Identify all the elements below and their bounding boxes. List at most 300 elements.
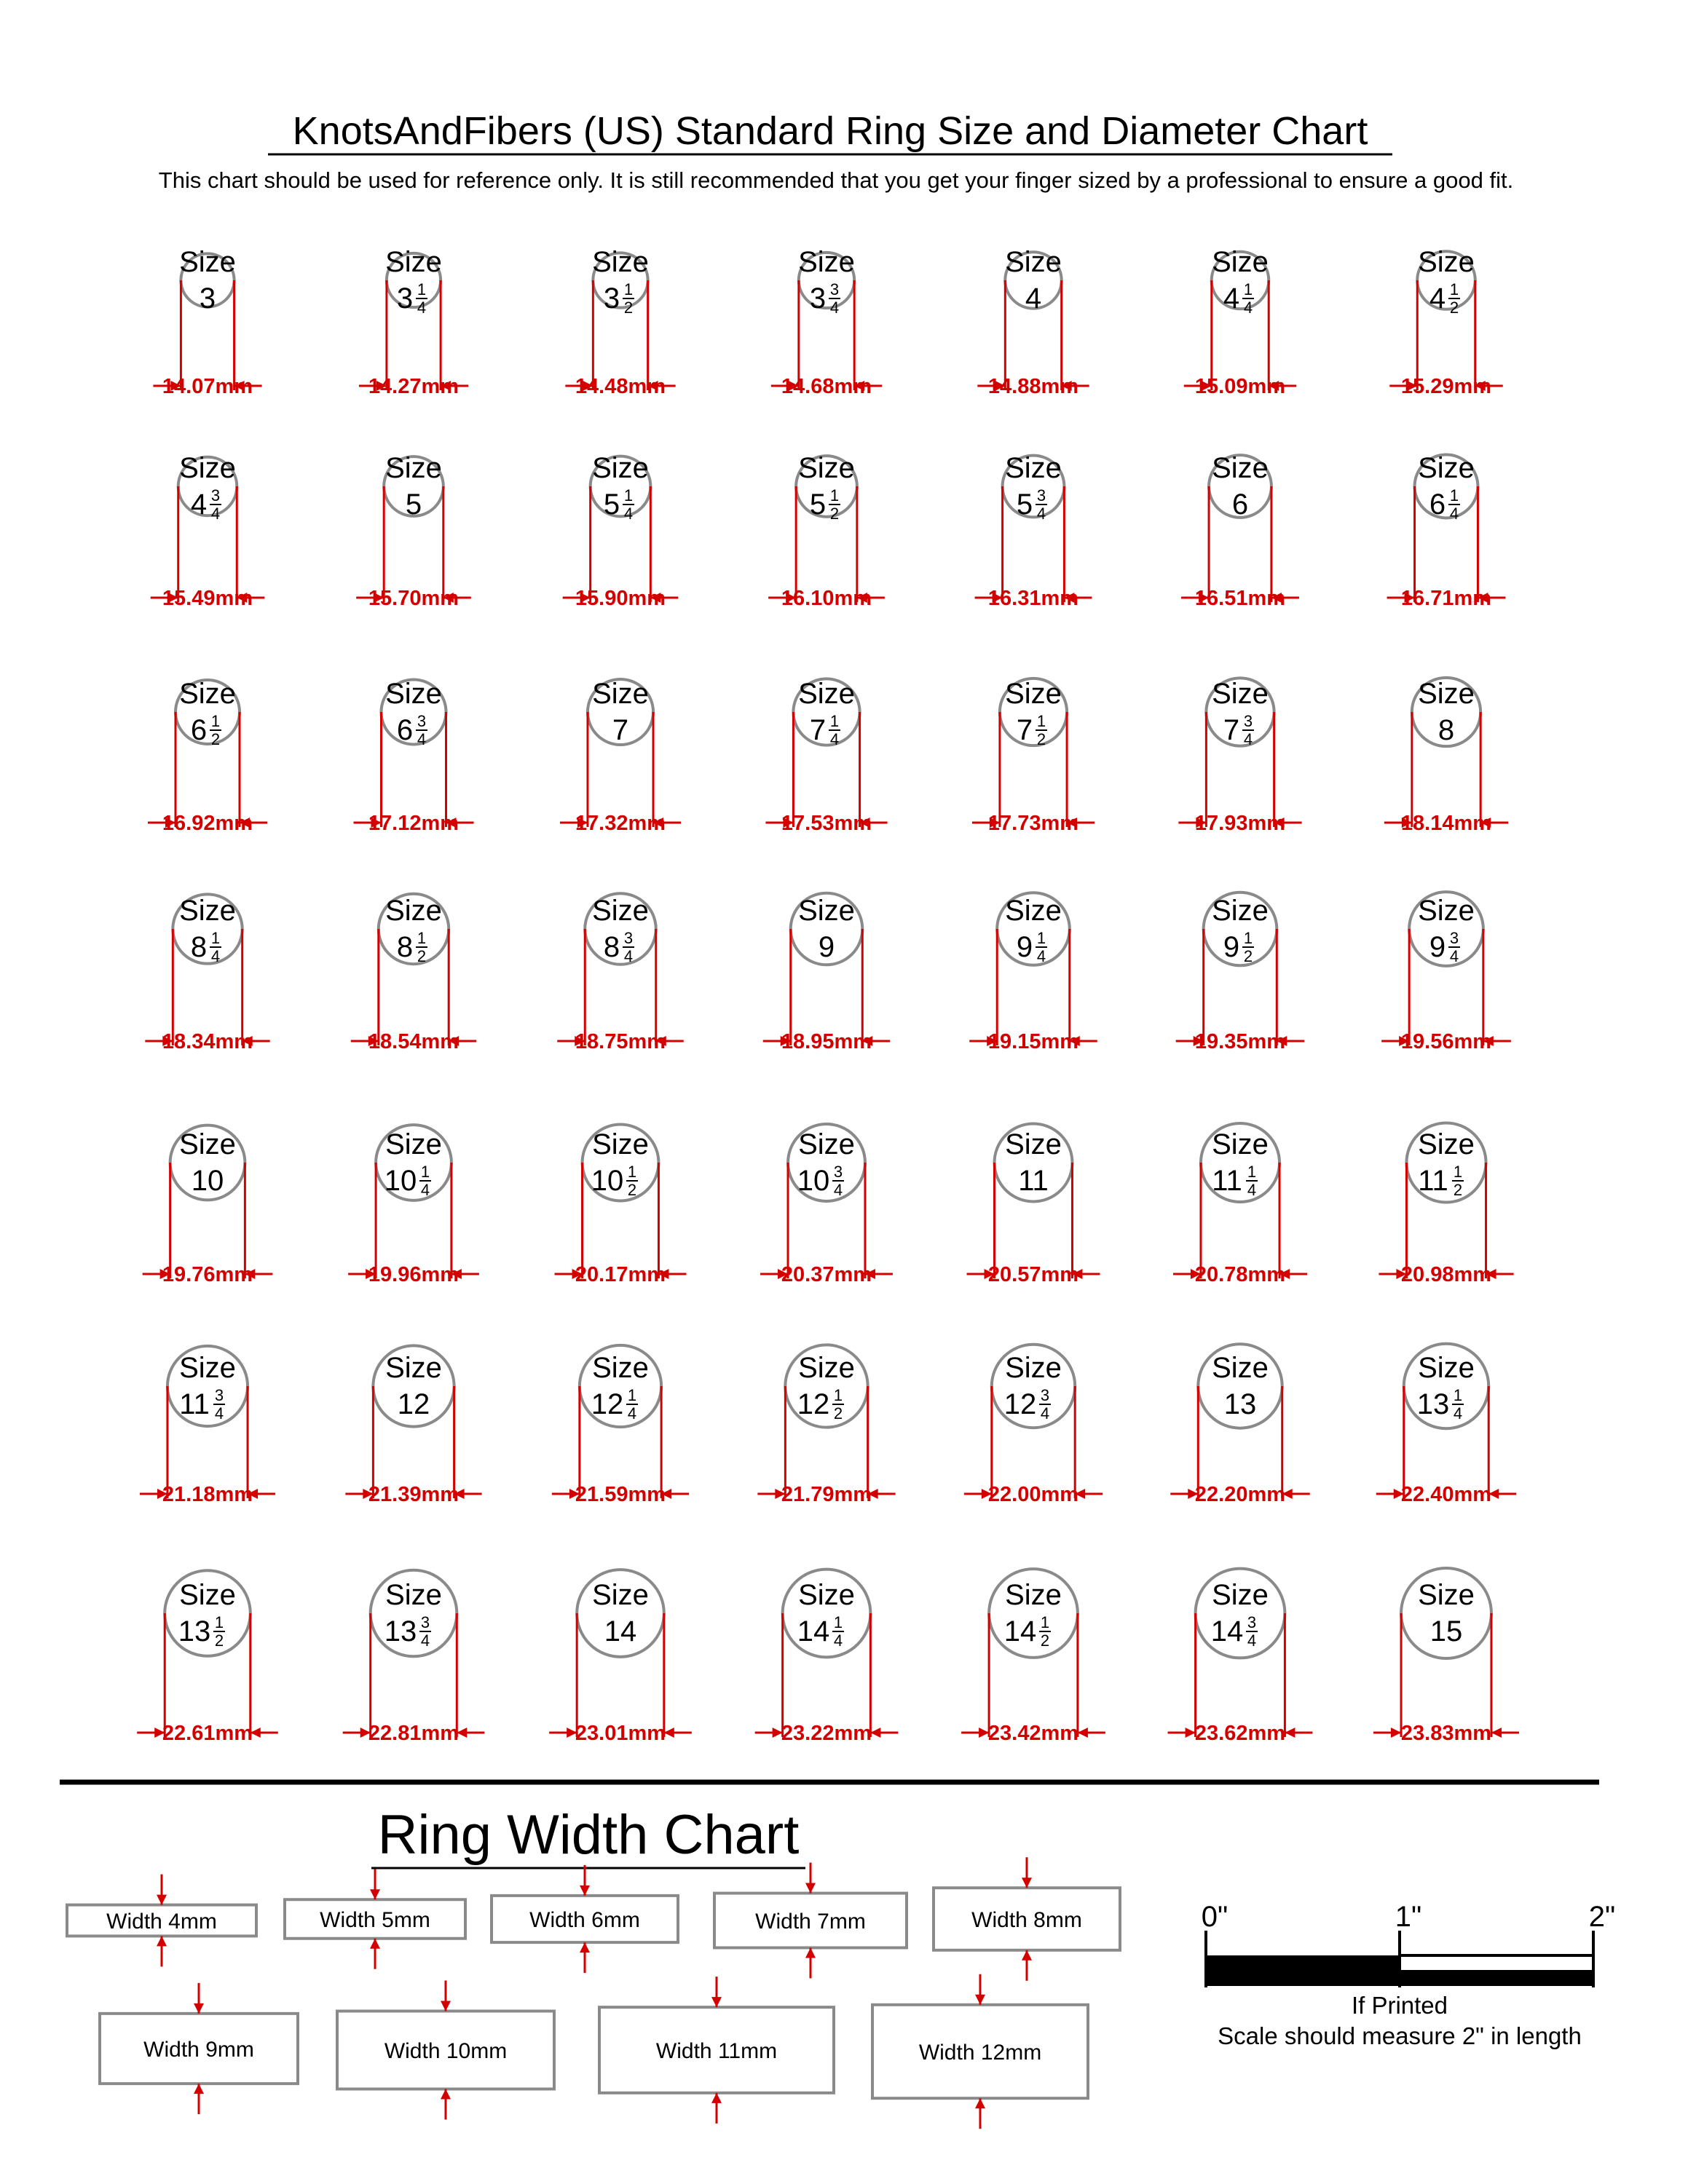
ring-size-item [356,452,471,610]
ring-size-word: Size [179,678,236,710]
ring-size-item [755,1570,899,1745]
diameter-label: 22.61mm [162,1722,253,1745]
svg-text:1: 1 [1040,1613,1050,1631]
diameter-label: 16.92mm [162,812,253,835]
ring-width-item [599,1977,834,2124]
svg-text:1: 1 [1247,1163,1257,1181]
ring-size-item [345,1345,481,1506]
ring-size-fraction [829,712,840,748]
ring-size-number: 14 [1003,1615,1037,1647]
ring-size-fraction [419,1163,431,1199]
ring-size-fraction [829,486,840,523]
ring-size-number: 8 [190,931,208,963]
ring-size-number: 9 [818,931,835,963]
ring-size-number: 3 [603,282,620,314]
ring-size-fraction [1242,712,1254,748]
ring-size-number: 11 [1418,1165,1448,1197]
ring-size-item [1168,1569,1313,1745]
diameter-label: 23.01mm [575,1722,666,1745]
diameter-label: 14.07mm [162,375,253,398]
ring-size-fraction [210,486,221,523]
ring-size-item [1389,246,1503,398]
ring-size-number: 14 [797,1615,830,1647]
diameter-label: 16.71mm [1400,587,1492,610]
ring-size-word: Size [385,452,442,484]
svg-text:3: 3 [829,280,840,298]
svg-text:1: 1 [627,1386,637,1404]
ring-size-word: Size [1418,1128,1475,1160]
ring-size-number: 15 [1429,1615,1463,1647]
ring-size-word: Size [179,895,236,927]
svg-text:4: 4 [214,1404,224,1423]
ring-width-item [100,1983,298,2114]
diameter-label: 22.20mm [1194,1483,1286,1506]
ring-size-item [969,893,1097,1053]
svg-text:4: 4 [1449,505,1459,523]
diameter-label: 17.53mm [781,812,872,835]
svg-text:2: 2 [1243,947,1253,965]
ring-size-number: 12 [797,1388,830,1420]
svg-text:3: 3 [1036,486,1046,505]
ring-size-fraction [829,280,840,317]
diameter-label: 21.39mm [368,1483,460,1506]
diameter-label: 15.70mm [368,587,460,610]
ring-size-item [967,1124,1100,1286]
ring-size-item [555,1125,687,1286]
svg-text:1: 1 [623,280,634,298]
svg-text:4: 4 [417,298,427,317]
svg-text:4: 4 [417,730,427,748]
ring-size-fraction [1246,1163,1258,1199]
diameter-label: 20.57mm [987,1263,1079,1286]
ring-size-word: Size [798,246,855,278]
scale-bar-white-segment [1400,1955,1593,1971]
ring-size-number: 11 [1018,1165,1049,1197]
ring-size-number: 6 [1429,488,1446,521]
diameter-label: 16.31mm [987,587,1079,610]
diameter-label: 19.15mm [987,1030,1079,1053]
diameter-label: 15.29mm [1400,375,1492,398]
ring-size-item [972,678,1095,835]
diameter-label: 23.42mm [987,1722,1079,1745]
ring-size-item [137,1570,278,1745]
svg-text:1: 1 [210,929,221,947]
svg-text:4: 4 [627,1404,637,1423]
ring-size-word: Size [385,895,442,927]
ring-size-fraction [1036,929,1047,965]
ring-size-fraction [210,712,221,748]
ring-size-word: Size [1005,452,1062,484]
ring-size-number: 9 [1223,931,1240,963]
ring-size-number: 5 [809,488,827,521]
svg-text:1: 1 [214,1613,224,1631]
ring-size-number: 12 [1003,1388,1037,1420]
ring-size-number: 4 [1429,282,1446,314]
ring-size-fraction [626,1386,638,1423]
ring-width-item [285,1869,465,1969]
svg-text:1: 1 [1243,929,1253,947]
ring-size-item [975,452,1092,610]
ring-size-fraction [1036,486,1047,523]
ring-size-number: 9 [1429,931,1446,963]
ring-size-word: Size [1005,1128,1062,1160]
ring-size-number: 7 [809,714,827,746]
ring-size-fraction [416,929,427,965]
svg-text:3: 3 [210,486,221,505]
ring-size-item [1170,1344,1309,1506]
ring-size-number: 8 [396,931,414,963]
ring-size-word: Size [179,452,236,484]
ring-size-item [557,893,684,1053]
ring-size-item [1379,1123,1513,1286]
svg-text:3: 3 [214,1386,224,1404]
svg-text:1: 1 [1449,280,1459,298]
ring-size-item [771,246,882,398]
svg-text:4: 4 [1449,947,1459,965]
ring-size-item [1178,678,1301,835]
diameter-label: 22.81mm [368,1722,460,1745]
ring-size-word: Size [1418,895,1475,927]
ring-size-word: Size [1418,452,1475,484]
svg-text:4: 4 [1036,505,1046,523]
svg-text:1: 1 [829,486,840,505]
ring-size-item [1387,452,1506,610]
svg-text:3: 3 [1040,1386,1050,1404]
svg-text:1: 1 [210,712,221,730]
ring-size-number: 13 [384,1615,417,1647]
svg-text:2: 2 [1453,1181,1463,1199]
ring-size-word: Size [1005,246,1062,278]
diameter-label: 22.00mm [987,1483,1079,1506]
ring-size-fraction [623,486,634,523]
ring-size-item [977,246,1089,398]
ring-size-number: 4 [1223,282,1240,314]
ring-size-word: Size [798,1579,855,1611]
svg-text:4: 4 [1453,1404,1463,1423]
width-chart-title: Ring Width Chart [377,1804,800,1866]
ring-size-fraction [1448,486,1460,523]
ring-size-word: Size [1418,246,1475,278]
ring-size-fraction [1039,1386,1051,1423]
ring-size-fraction [1039,1613,1051,1650]
ring-size-item [549,1570,692,1745]
ring-size-number: 6 [1231,488,1249,521]
diameter-label: 18.75mm [575,1030,666,1053]
ring-size-number: 4 [1025,282,1042,314]
ring-size-item [757,1345,895,1506]
svg-text:4: 4 [1243,730,1253,748]
ring-size-fraction [1452,1163,1464,1199]
ring-size-fraction [416,280,427,317]
ring-size-number: 5 [405,488,422,521]
svg-text:4: 4 [420,1181,430,1199]
ring-size-item [763,893,891,1053]
ring-size-fraction [416,712,427,748]
svg-text:2: 2 [623,298,634,317]
ring-size-word: Size [1212,1128,1269,1160]
diameter-label: 15.09mm [1194,375,1286,398]
ring-size-number: 3 [396,282,414,314]
ring-size-item [760,1124,893,1286]
ring-size-number: 3 [809,282,827,314]
svg-text:4: 4 [420,1631,430,1650]
scale-tick-0: 0" [1201,1901,1228,1933]
ring-size-item [143,1125,273,1286]
diameter-label: 14.88mm [987,375,1079,398]
svg-text:4: 4 [1243,298,1253,317]
ring-size-fraction [832,1163,844,1199]
ring-size-word: Size [1418,1352,1475,1384]
ring-size-fraction [832,1386,844,1423]
svg-text:1: 1 [1243,280,1253,298]
ring-size-item [964,1345,1103,1506]
ring-size-item [1373,1568,1519,1745]
ring-size-word: Size [798,1352,855,1384]
svg-text:4: 4 [829,298,840,317]
svg-text:1: 1 [1036,712,1046,730]
diameter-label: 23.83mm [1400,1722,1492,1745]
ring-size-item [765,678,887,835]
ring-size-number: 5 [603,488,620,521]
ring-size-word: Size [1212,1352,1269,1384]
ring-size-word: Size [385,1579,442,1611]
ring-size-number: 14 [1210,1615,1244,1647]
svg-text:4: 4 [623,947,634,965]
ring-size-word: Size [798,895,855,927]
ring-width-item [67,1875,256,1967]
ring-size-word: Size [1212,452,1269,484]
ring-size-number: 6 [190,714,208,746]
ring-size-word: Size [179,1352,236,1384]
diameter-label: 19.35mm [1194,1030,1286,1053]
ring-size-fraction [626,1163,638,1199]
ring-size-word: Size [1212,678,1269,710]
scale-bar-black-segment [1206,1955,1400,1971]
ring-size-number: 5 [1016,488,1033,521]
ring-size-item [153,246,261,398]
diameter-label: 21.59mm [575,1483,666,1506]
ring-size-word: Size [1212,1579,1269,1611]
svg-text:1: 1 [833,1386,843,1404]
svg-text:4: 4 [833,1181,843,1199]
ring-size-word: Size [592,1352,649,1384]
ring-width-item [934,1857,1120,1981]
ring-size-item [560,678,681,835]
svg-text:1: 1 [417,929,427,947]
ring-width-label: Width 8mm [971,1908,1082,1932]
ring-size-word: Size [385,678,442,710]
ring-width-label: Width 9mm [143,2038,254,2062]
ring-size-item [768,452,885,610]
ring-size-word: Size [592,1579,649,1611]
svg-text:3: 3 [417,712,427,730]
diameter-label: 16.51mm [1194,587,1286,610]
ring-size-item [565,246,675,398]
ring-width-item [872,1974,1088,2129]
ring-size-fraction [1448,929,1460,965]
ring-size-grid [137,246,1519,1745]
ring-size-fraction [419,1613,431,1650]
ring-width-item [337,1981,554,2120]
svg-text:4: 4 [829,730,840,748]
ring-width-grid [67,1857,1120,2129]
diameter-label: 15.90mm [575,587,666,610]
ring-size-number: 8 [1437,714,1455,746]
diameter-label: 17.32mm [575,812,666,835]
ring-size-item [1181,452,1299,610]
svg-text:2: 2 [829,505,840,523]
ring-size-number: 10 [384,1165,417,1197]
ring-size-word: Size [1005,895,1062,927]
ring-size-number: 3 [199,282,216,314]
diameter-label: 23.22mm [781,1722,872,1745]
ring-size-number: 10 [191,1165,224,1197]
diameter-label: 18.34mm [162,1030,253,1053]
diameter-label: 20.17mm [575,1263,666,1286]
ring-size-word: Size [179,1128,236,1160]
svg-text:1: 1 [829,712,840,730]
ring-size-number: 12 [591,1388,624,1420]
scale-bar-lower-strip [1206,1971,1593,1986]
ring-size-number: 9 [1016,931,1033,963]
diameter-label: 20.37mm [781,1263,872,1286]
ring-size-item [343,1570,485,1745]
ring-width-label: Width 7mm [755,1910,866,1934]
svg-text:4: 4 [1247,1181,1257,1199]
ring-size-number: 4 [190,488,208,521]
ring-size-item [148,678,267,835]
svg-text:4: 4 [833,1631,843,1650]
ring-size-item [348,1125,479,1286]
diameter-label: 15.49mm [162,587,253,610]
svg-text:3: 3 [623,929,634,947]
diameter-label: 14.68mm [781,375,872,398]
diameter-label: 19.56mm [1400,1030,1492,1053]
svg-text:3: 3 [420,1613,430,1631]
ring-size-word: Size [1418,678,1475,710]
svg-text:4: 4 [210,505,221,523]
ring-size-word: Size [385,246,442,278]
diameter-label: 20.98mm [1400,1263,1492,1286]
ring-size-item [1176,893,1305,1053]
ring-size-number: 7 [612,714,629,746]
diameter-label: 17.93mm [1194,812,1286,835]
diameter-label: 17.12mm [368,812,460,835]
ring-width-label: Width 4mm [106,1910,217,1934]
svg-text:1: 1 [627,1163,637,1181]
svg-text:4: 4 [1040,1404,1050,1423]
ring-size-item [961,1569,1105,1745]
svg-text:4: 4 [1036,947,1046,965]
ring-size-word: Size [1005,1579,1062,1611]
ring-width-label: Width 11mm [655,2039,778,2063]
ring-size-fraction [1246,1613,1258,1650]
ring-size-fraction [1242,929,1254,965]
ring-size-number: 12 [397,1388,430,1420]
ring-size-fraction [210,929,221,965]
ring-size-word: Size [592,246,649,278]
svg-text:4: 4 [210,947,221,965]
svg-text:1: 1 [833,1613,843,1631]
ring-size-number: 13 [1223,1388,1257,1420]
ring-size-word: Size [385,1128,442,1160]
diameter-label: 21.18mm [162,1483,253,1506]
ring-size-fraction [213,1386,225,1423]
ring-size-word: Size [592,1128,649,1160]
ring-size-fraction [832,1613,844,1650]
svg-text:2: 2 [210,730,221,748]
svg-text:1: 1 [1453,1386,1463,1404]
ring-width-label: Width 12mm [918,2041,1042,2065]
diameter-label: 22.40mm [1400,1483,1492,1506]
ring-size-item [145,894,269,1053]
ring-size-word: Size [592,678,649,710]
ring-size-word: Size [592,452,649,484]
svg-text:2: 2 [833,1404,843,1423]
ring-size-word: Size [1212,246,1269,278]
ring-size-item [1384,678,1508,835]
ring-size-item [563,452,679,610]
scale-note-line2: Scale should measure 2" in length [1218,2022,1582,2049]
print-scale [1202,1901,1615,2049]
diameter-label: 21.79mm [781,1483,872,1506]
ring-size-fraction [1036,712,1047,748]
ring-width-item [714,1863,907,1979]
svg-text:3: 3 [1247,1613,1257,1631]
ring-size-item [1381,892,1511,1053]
svg-text:1: 1 [420,1163,430,1181]
ring-size-number: 7 [1223,714,1240,746]
ring-size-number: 10 [591,1165,624,1197]
diameter-label: 19.96mm [368,1263,460,1286]
scale-note-line1: If Printed [1351,1992,1448,2019]
ring-size-item [1184,246,1296,398]
ring-size-word: Size [1005,678,1062,710]
ring-size-number: 14 [604,1615,637,1647]
ring-size-item [1376,1344,1516,1506]
ring-size-item [359,246,468,398]
ring-size-number: 11 [179,1388,210,1420]
ring-size-word: Size [798,452,855,484]
ring-size-item [151,452,265,610]
diameter-label: 18.54mm [368,1030,460,1053]
ring-size-word: Size [798,1128,855,1160]
chart-title: KnotsAndFibers (US) Standard Ring Size and Diameter Chart [292,109,1368,153]
svg-text:2: 2 [1449,298,1459,317]
svg-text:1: 1 [1036,929,1046,947]
ring-size-item [353,678,473,835]
ring-size-fraction [1242,280,1254,317]
ring-width-item [492,1865,678,1973]
ring-size-word: Size [592,895,649,927]
scale-tick-2: 2" [1588,1901,1616,1933]
ring-size-word: Size [385,1352,442,1384]
ring-size-number: 13 [178,1615,211,1647]
ring-size-fraction [1452,1386,1464,1423]
diameter-label: 20.78mm [1194,1263,1286,1286]
scale-tick-1: 1" [1395,1901,1422,1933]
svg-text:1: 1 [623,486,634,505]
diameter-label: 16.10mm [781,587,872,610]
ring-size-item [552,1345,689,1506]
svg-text:1: 1 [1453,1163,1463,1181]
diameter-label: 23.62mm [1194,1722,1286,1745]
svg-text:4: 4 [1247,1631,1257,1650]
svg-text:2: 2 [627,1181,637,1199]
ring-size-word: Size [179,1579,236,1611]
ring-size-word: Size [1005,1352,1062,1384]
ring-size-fraction [1448,280,1460,317]
